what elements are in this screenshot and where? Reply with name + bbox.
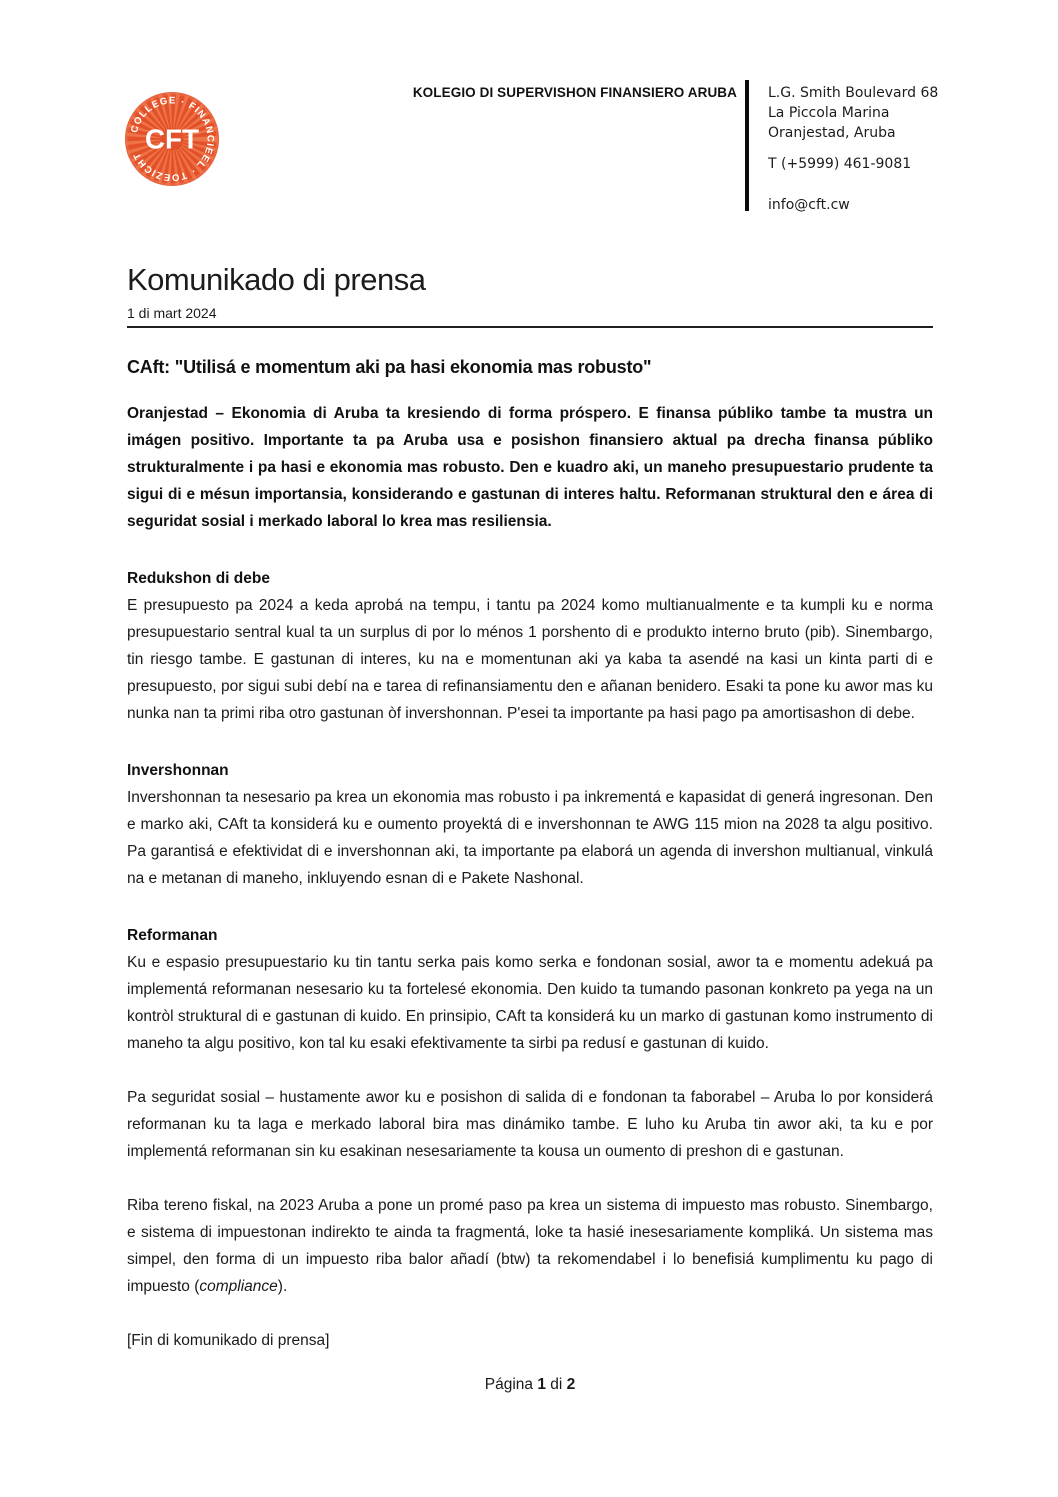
paragraph-fiscal-text: Riba tereno fiskal, na 2023 Aruba a pone un promé paso pa krea un sistema di impuesto mas robusto. Sinembargo, e sistema di impuestonan indirekto te ainda ta fragmentá, loke ta hasié inesesariamente kompliká. Un sistema mas simpel, den forma di un impuesto riba balor añadí (btw) ta rekomendabel i lo benefisiá kumplimentu ku pago di impuesto ( bbox=[127, 1197, 933, 1295]
paragraph-fiscal-italic: compliance bbox=[199, 1278, 278, 1295]
paragraph-fiscal bbox=[127, 1192, 933, 1300]
closing-note: [Fin di komunikado di prensa] bbox=[127, 1332, 330, 1349]
section-heading-redukshon-di-debe: Redukshon di debe bbox=[127, 570, 270, 587]
section-heading-reformanan: Reformanan bbox=[127, 927, 218, 944]
address-block bbox=[768, 83, 938, 215]
address-line: L.G. Smith Boulevard 68 bbox=[768, 85, 939, 101]
headline: CAft: "Utilisá e momentum aki pa hasi ekonomia mas robusto" bbox=[127, 357, 652, 377]
section-paragraph: Invershonnan ta nesesario pa krea un ekonomia mas robusto i pa inkrementá e kapasidat di generá ingresonan. Den e marko aki, CAft ta konsiderá ku e oumento proyektá di e invershonnan te AWG 115 mion na 2028 ta algu positivo. Pa garantisá e efektividat di e invershonnan aki, ta importante pa elaborá un agenda di invershon multianual, vinkulá na e metanan di maneho, inkluyendo esnan di e Pakete Nashonal. bbox=[127, 789, 933, 887]
logo-monogram: CFT bbox=[144, 123, 200, 155]
title-rule bbox=[127, 326, 933, 328]
phone-number: T (+5999) 461-9081 bbox=[768, 156, 912, 172]
paragraph-fiscal-text: ). bbox=[277, 1278, 288, 1295]
doc-date: 1 di mart 2024 bbox=[127, 305, 217, 321]
cft-logo bbox=[124, 91, 220, 187]
section-paragraph: Ku e espasio presupuestario ku tin tantu serka pais komo serka e fondonan sosial, awor ta e momentu adekuá pa implementá reformanan nesesario ku ta fortelesé ekonomia. Den kuido ta tumando pasonan konkreto pa yega na un kontròl struktural di e gastunan di kuido. En prinsipio, CAft ta konsiderá ku un marko di gastunan komo instrumento di maneho ta algu positivo, kon tal ku esaki efektivamente ta sirbi pa redusí e gastunan di kuido. bbox=[127, 954, 933, 1052]
paragraph-social-security: Pa seguridat sosial – hustamente awor ku e posishon di salida di e fondonan ta faborabel – Aruba lo por konsiderá reformanan ku ta laga e merkado laboral bira mas dinámiko tambe. E luho ku Aruba tin awor aki, ta ku e por implementá reformanan sin ku esakinan nesesariamente ta kousa un oumento di preshon di e gastunan. bbox=[127, 1089, 933, 1160]
lead-paragraph: Oranjestad – Ekonomia di Aruba ta kresiendo di forma próspero. E finansa públiko tambe ta mustra un imágen positivo. Importante ta pa Aruba usa e posishon finansiero aktual pa drecha finansa públiko strukturalmente i pa hasi e ekonomia mas robusto. Den e kuadro aki, un maneho presupuestario prudente ta sigui di e mésun importansia, konsiderando e gastunan di interes haltu. Reformanan struktural den e área di seguridat sosial i merkado laboral lo krea mas resiliensia. bbox=[127, 405, 933, 530]
page-current: 1 bbox=[537, 1376, 546, 1393]
header-divider bbox=[745, 80, 749, 211]
doc-title: Komunikado di prensa bbox=[127, 262, 426, 297]
section-heading-invershonnan: Invershonnan bbox=[127, 762, 229, 779]
org-name: KOLEGIO DI SUPERVISHON FINANSIERO ARUBA bbox=[412, 85, 737, 100]
email-address: info@cft.cw bbox=[768, 197, 850, 213]
address-line: Oranjestad, Aruba bbox=[768, 125, 896, 141]
page-footer bbox=[127, 1376, 933, 1394]
page-total: 2 bbox=[566, 1376, 576, 1393]
cft-logo-icon bbox=[124, 91, 220, 187]
document-body bbox=[127, 261, 933, 1394]
address-line: La Piccola Marina bbox=[768, 105, 890, 121]
page-label: Página bbox=[484, 1376, 533, 1393]
section-paragraph: E presupuesto pa 2024 a keda aprobá na tempu, i tantu pa 2024 komo multianualmente e ta kumpli ku e norma presupuestario sentral kual ta un surplus di por lo ménos 1 porshento di e produkto interno bruto (pib). Sinembargo, tin riesgo tambe. E gastunan di interes, ku na e momentunan aki ya kaba ta asendé na kasi un kinta parti di e presupuesto, por sigui subi debí na e tarea di refinansiamentu den e añanan benidero. Esaki ta pone ku awor mas ku nunka nan ta primi riba otro gastunan òf invershonnan. P'esei ta importante pa hasi pago pa amortisashon di debe. bbox=[127, 597, 933, 722]
page-separator: di bbox=[550, 1376, 563, 1393]
logo-ring-text: COLLEGE · FINANCIEEL · TOEZICHT bbox=[129, 95, 216, 183]
